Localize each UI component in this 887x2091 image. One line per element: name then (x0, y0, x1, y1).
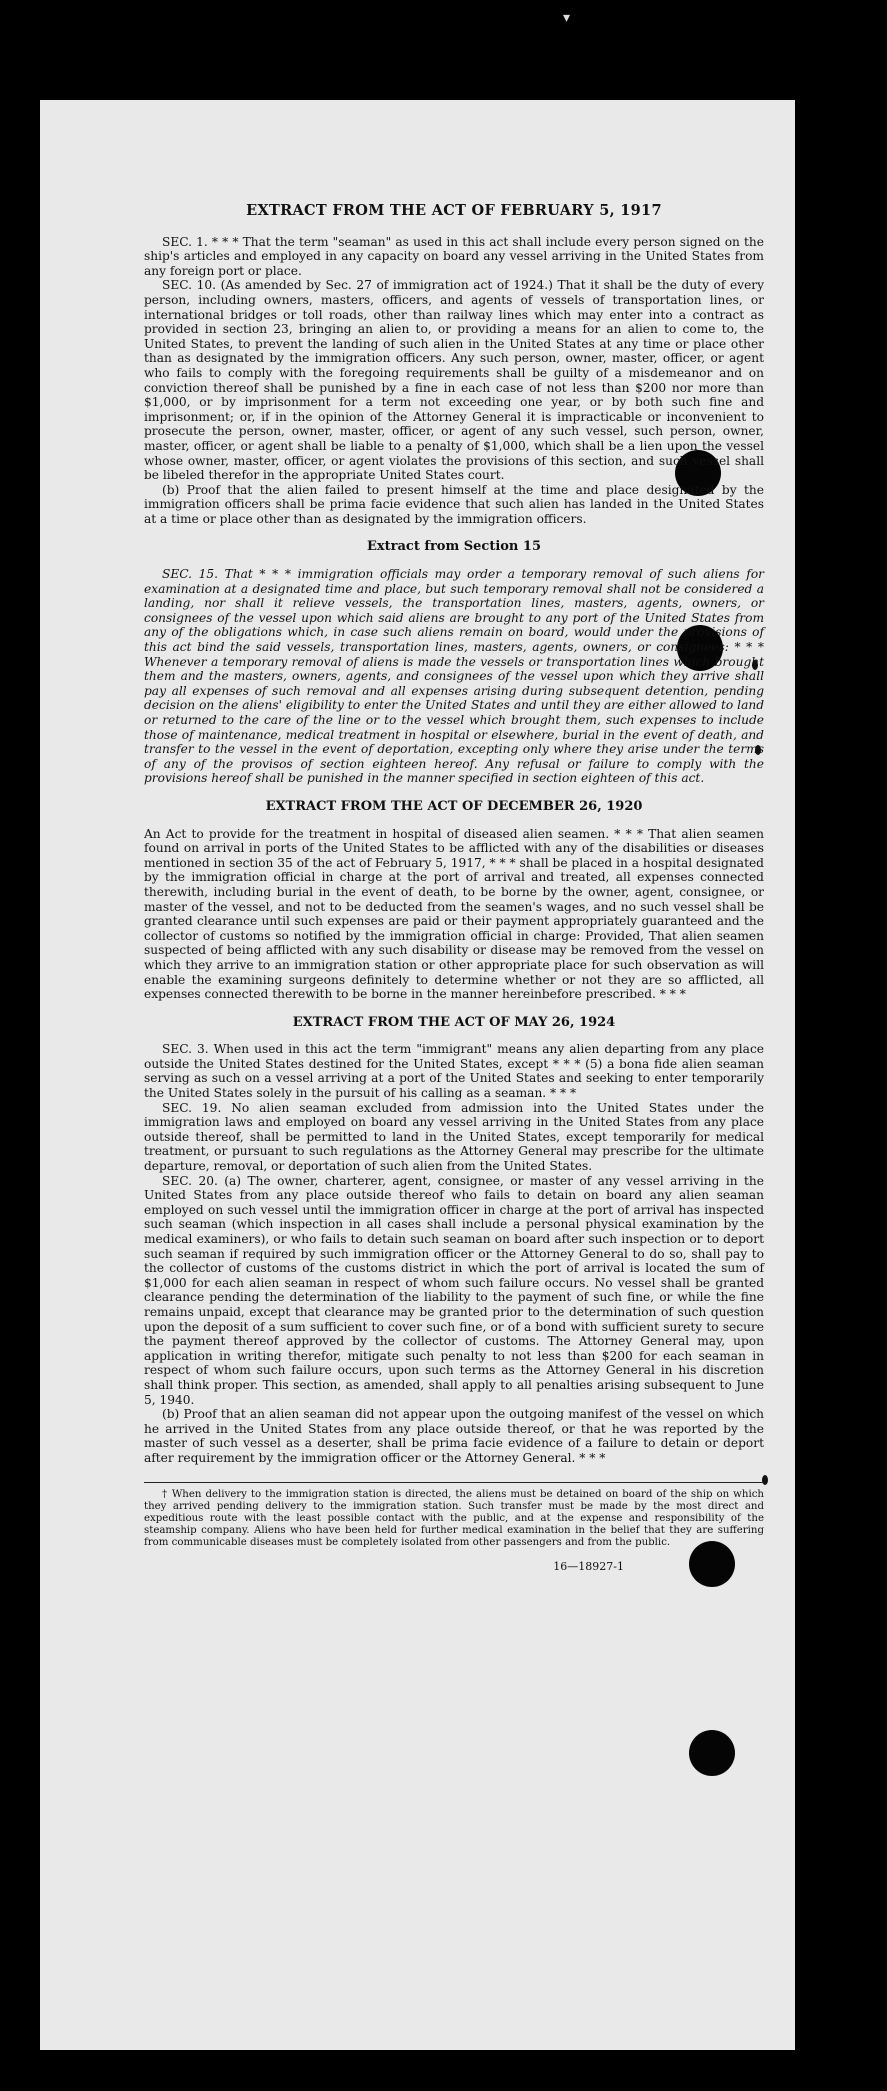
heading-act-1917: EXTRACT FROM THE ACT OF FEBRUARY 5, 1917 (246, 202, 662, 219)
act-1920-text: An Act to provide for the treatment in hospital of diseased alien seamen. * * * That alien seamen found on arrival in ports of the United States to be afflicted with any of the disabilities or diseases mentioned in section 35 of the act of February 5, 1917, * * * shall be placed in a hospital designated by the immigration official in charge at the port of arrival and treated, all expenses connected therewith, including burial in the event of death, to be borne by the owner, agent, consignee, or master of the vessel, and not to be deducted from the seamen's wages, and no such vessel shall be granted clearance until such expenses are paid or their payment appropriately guaranteed and the collector of customs so notified by the immigration official in charge: Provided, That alien seamen suspected of being afflicted with any such disability or disease may be removed from the vessel on which they arrive to an immigration station or other appropriate place for such observation as will enable the examining surgeons definitely to determine whether or not they are so afflicted, all expenses connected therewith to be borne in the manner hereinbefore prescribed. * * * (144, 826, 764, 1002)
heading-act-1924: EXTRACT FROM THE ACT OF MAY 26, 1924 (292, 1014, 616, 1030)
document-page (40, 100, 795, 2050)
act-1917-sec-10b: (b) Proof that the alien failed to present himself at the time and place designated by the immigration officers shall be prima facie evidence that such alien has landed in the United States at a time or place other than as designated by the immigration officers. (144, 482, 764, 526)
scan-mark: ▾ (563, 10, 571, 26)
heading-act-1920: EXTRACT FROM THE ACT OF DECEMBER 26, 1920 (265, 798, 643, 814)
footnote-divider (144, 1482, 764, 1483)
footnote: † When delivery to the immigration station is directed, the aliens must be detained on board of the ship on which they arrived pending delivery to the immigration station. Such transfer must be made by the most direct and expeditious route with the least possible contact with the public, and at the expense and responsibility of the steamship company. Aliens who have been held for further medical examination in the belief that they are suffering from communicable diseases must be completely isolated from other passengers and from the public. (144, 1488, 764, 1549)
section-15-text: SEC. 15. That * * * immigration officials may order a temporary removal of such aliens for examination at a designated time and place, but such temporary removal shall not be considered a landing, nor shall it relieve vessels, the transportation lines, masters, agents, owners, or consignees of the vessel upon which said aliens are brought to any port of the United States from any of the obligations which, in case such aliens remain on board, would under the provisions of this act bind the said vessels, transportation lines, masters, agents, owners, or consignees: * * * Whenever a temporary removal of aliens is made the vessels or transportation lines which brought them and the masters, owners, agents, and consignees of the vessel upon which they arrive shall pay all expenses of such removal and all expenses arising during subsequent detention, pending decision on the aliens' eligibility to enter the United States and until they are either allowed to land or returned to the care of the line or to the vessel which brought them, such expenses to include those of maintenance, medical treatment in hospital or elsewhere, burial in the event of death, and transfer to the vessel in the event of deportation, excepting only where they arise under the terms of any of the provisos of section eighteen hereof. Any refusal or failure to comply with the provisions hereof shall be punished in the manner specified in section eighteen of this act. (144, 567, 764, 786)
act-1924-sec-3: SEC. 3. When used in this act the term "immigrant" means any alien departing from any place outside the United States destined for the United States, except * * * (5) a bona fide alien seaman serving as such on a vessel arriving at a port of the United States and seeking to enter temporarily the United States solely in the pursuit of his calling as a seaman. * * * (144, 1042, 764, 1101)
heading-section-15: Extract from Section 15 (366, 539, 542, 555)
act-1924-sec-20b: (b) Proof that an alien seaman did not appear upon the outgoing manifest of the vessel on which he arrived in the United States from any place outside thereof, or that he was reported by the master of such vessel as a deserter, shall be prima facie evidence of a failure to detain or deport after requirement by the immigration officer or the Attorney General. * * * (144, 1407, 764, 1465)
form-number: 16—18927-1 (553, 1559, 624, 1573)
act-1924-sec-19: SEC. 19. No alien seaman excluded from admission into the United States under the immigration laws and employed on board any vessel arriving in the United States from any place outside thereof, shall be permitted to land in the United States, except temporarily for medical treatment, or pursuant to such regulations as the Attorney General may prescribe for the ultimate departure, removal, or deportation of such alien from the United States. (144, 1100, 764, 1174)
document-body (144, 204, 764, 1574)
punch-hole-4 (689, 1730, 735, 1776)
act-1924-sec-20a: SEC. 20. (a) The owner, charterer, agent, consignee, or master of any vessel arriving in the United States from any place outside thereof who fails to detain on board any alien seaman employed on such vessel until the immigration officer in charge at the port of arrival has inspected such seaman (which inspection in all cases shall include a personal physical examination by the medical examiners), or who fails to detain such seaman on board after such inspection or to deport such seaman if required by such immigration officer or the Attorney General to do so, shall pay to the collector of customs of the customs district in which the port of arrival is located the sum of $1,000 for each alien seaman in respect of whom such failure occurs. No vessel shall be granted clearance pending the determination of the liability to the payment of such fine, or while the fine remains unpaid, except that clearance may be granted prior to the determination of such question upon the deposit of a sum sufficient to cover such fine, or of a bond with sufficient surety to secure the payment thereof approved by the collector of customs. The Attorney General may, upon application in writing therefor, mitigate such penalty to not less than $200 for each seaman in respect of whom such failure occurs, upon such terms as the Attorney General in his discretion shall think proper. This section, as amended, shall apply to all penalties arising subsequent to June 5, 1940. (144, 1173, 764, 1407)
act-1917-sec-1: SEC. 1. * * * That the term "seaman" as used in this act shall include every person signed on the ship's articles and employed in any capacity on board any vessel arriving in the United States from any foreign port or place. (144, 234, 764, 278)
act-1917-sec-10: SEC. 10. (As amended by Sec. 27 of immigration act of 1924.) That it shall be the duty of every person, including owners, masters, officers, and agents of vessels of transportation lines, or international bridges or toll roads, other than railway lines which may enter into a contract as provided in section 23, bringing an alien to, or providing a means for an alien to come to, the United States, to prevent the landing of such alien in the United States at any time or place other than as designated by the immigration officers. Any such person, owner, master, officer, or agent who fails to comply with the foregoing requirements shall be guilty of a misdemeanor and on conviction thereof shall be punished by a fine in each case of not less than $200 nor more than $1,000, or by imprisonment for a term not exceeding one year, or by both such fine and imprisonment; or, if in the opinion of the Attorney General it is impracticable or inconvenient to prosecute the person, owner, master, officer, or agent of any such vessel, such person, owner, master, officer, or agent shall be liable to a penalty of $1,000, which shall be a lien upon the vessel whose owner, master, officer, or agent violates the provisions of this section, and such vessel shall be libeled therefor in the appropriate United States court. (144, 278, 764, 483)
